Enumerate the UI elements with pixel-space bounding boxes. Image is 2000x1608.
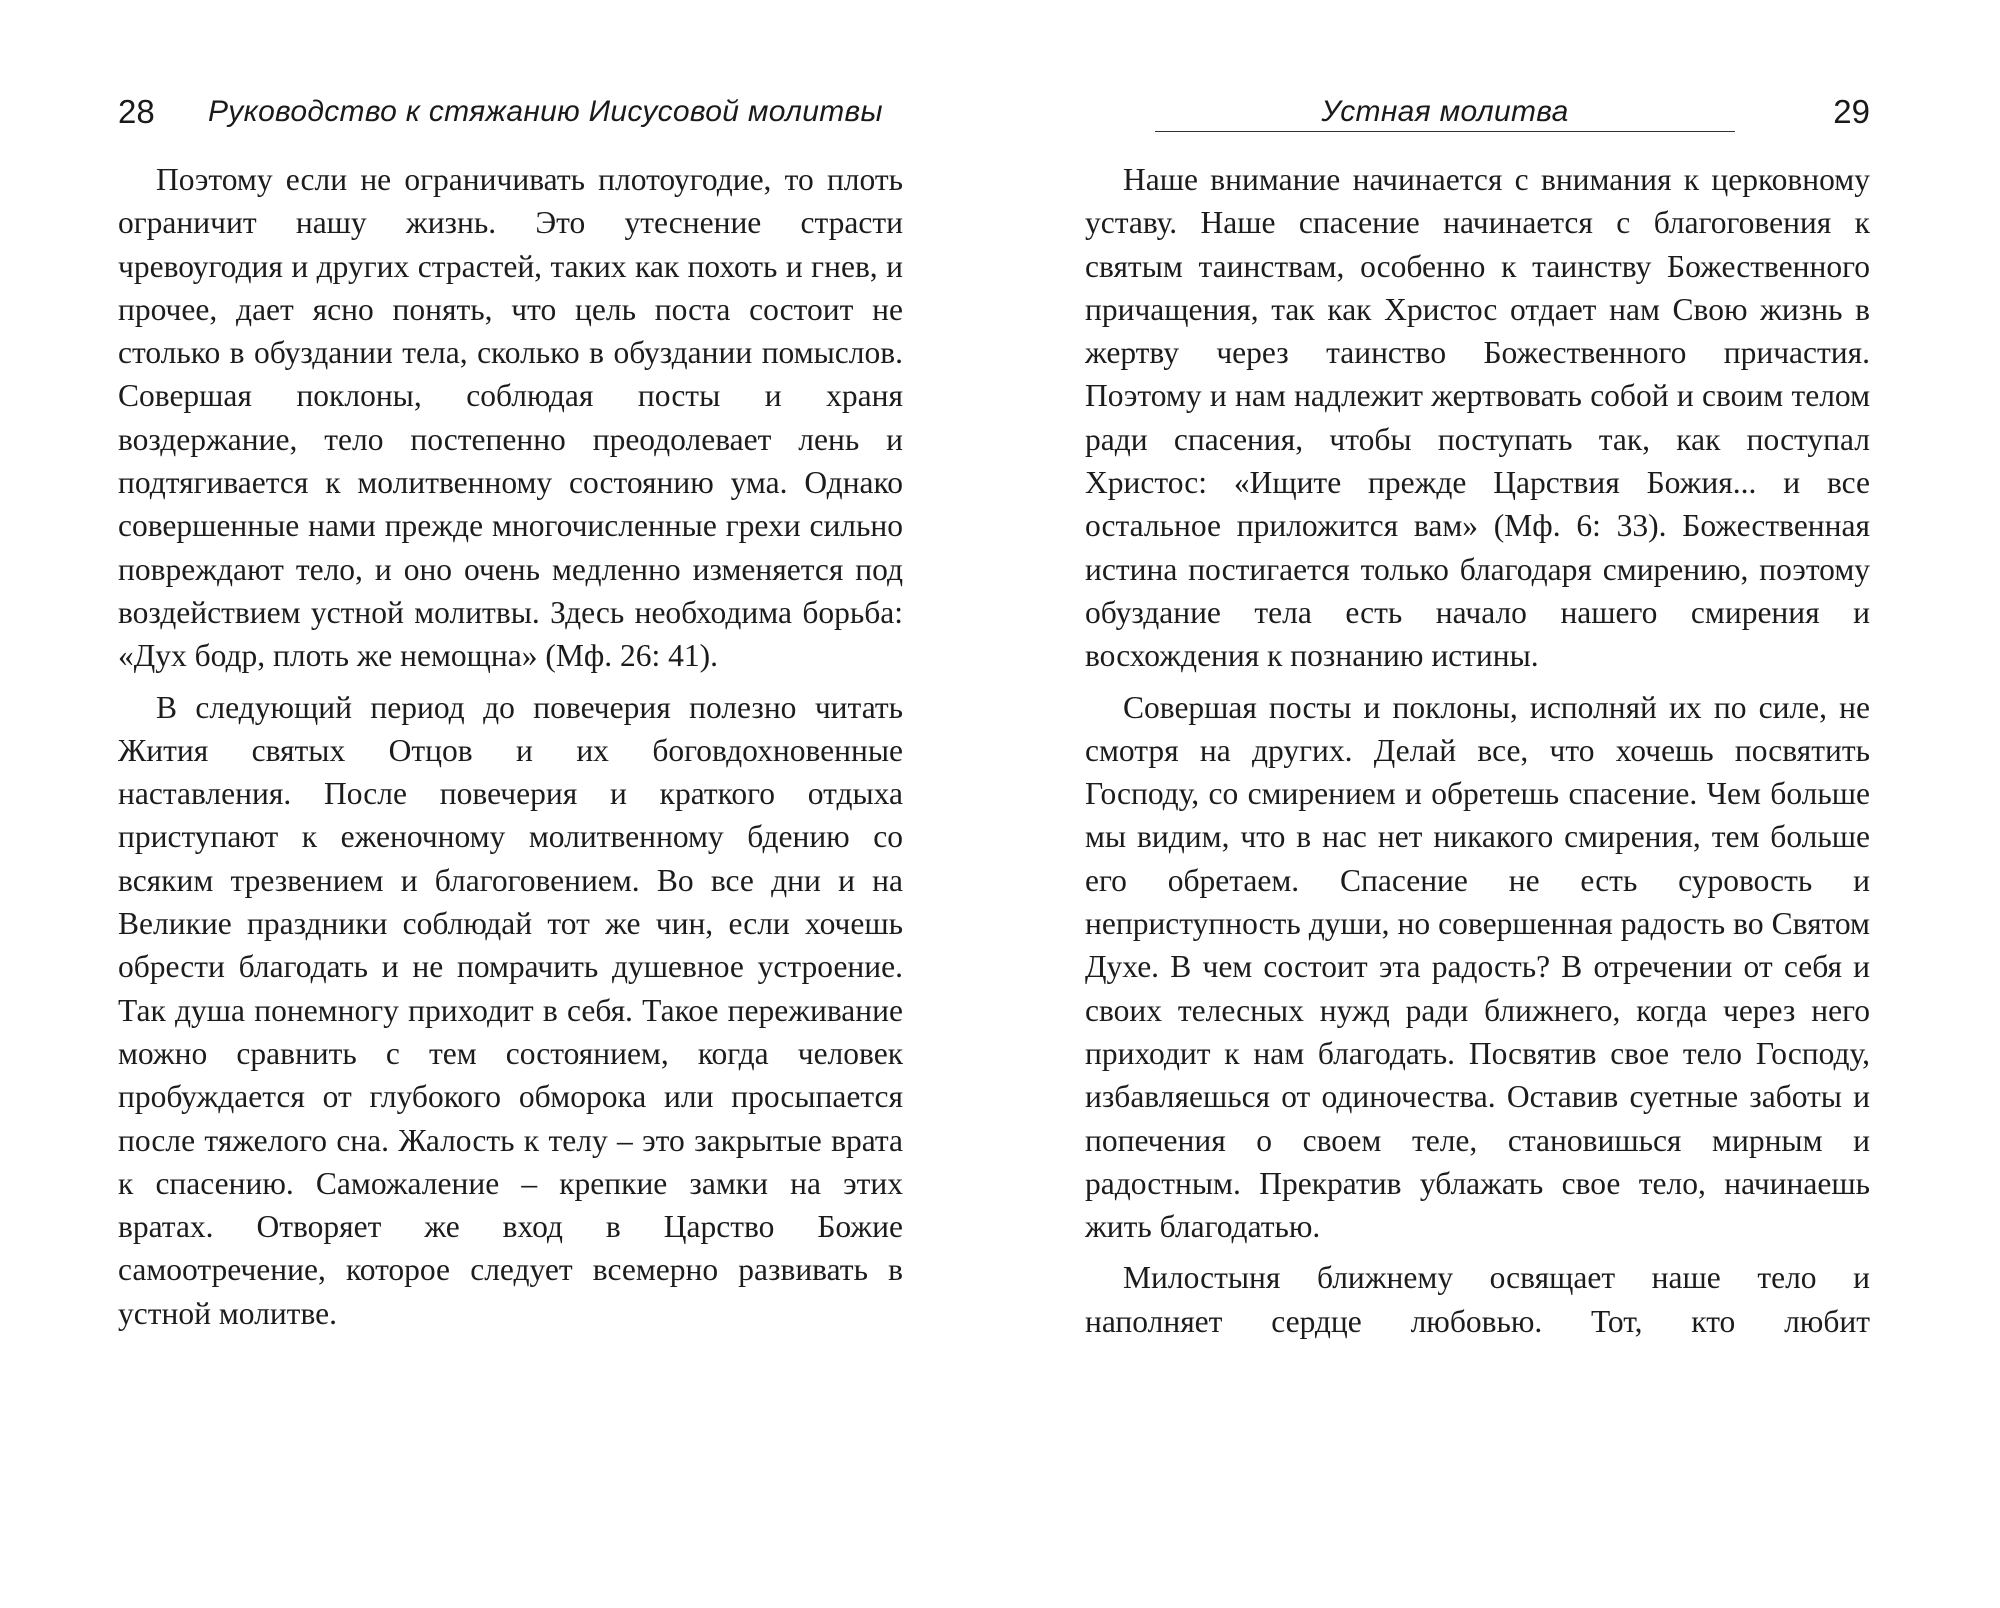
paragraph: В следующий период до повечерия полезно читать Жития святых Отцов и их боговдохновенные наставления. После повечерия и краткого отдыха приступают к еженочному молитвенному бдению со всяким трезвением и благоговением. Во все дни и на Великие праздники соблюдай тот же чин, если хочешь обрести благодать и не помрачить душевное устроение. Так душа понемногу приходит в себя. Такое переживание можно сравнить с тем состоянием, когда человек пробуждается от глубокого обморока или просыпается после тяжелого сна. Жалость к телу – это закрытые врата к спасению. Саможаление – крепкие замки на этих вратах. Отворяет же вход в Царство Божие самоотречение, которое следует всемерно развивать в устной молитве.	[118, 689, 903, 1331]
left-page	[118, 0, 903, 1608]
page-number: 28	[118, 93, 155, 130]
paragraph: Совершая посты и поклоны, исполняй их по силе, не смотря на других. Делай все, что хочешь посвятить Господу, со смирением и обретешь спасение. Чем больше мы видим, что в нас нет никакого смирения, тем больше его обретаем. Спасение не есть суровость и неприступность души, но совершенная радость во Святом Духе. В чем состоит эта радость? В отречении от себя и своих телесных нужд ради ближнего, когда через него приходит к нам благодать. Посвятив свое тело Господу, избавляешься от одиночества. Оставив суетные заботы и попечения о своем теле, становишься мирным и радостным. Прекратив ублажать свое тело, начинаешь жить благодатью.	[1085, 689, 1870, 1245]
left-page-header	[118, 88, 903, 136]
paragraph: Милостыня ближнему освящает наше тело и наполняет сердце любовью. Тот, кто любит	[1085, 1260, 1870, 1339]
left-page-body	[118, 158, 903, 1335]
paragraph: Поэтому если не ограничивать плотоугодие, то плоть ограничит нашу жизнь. Это утеснение страсти чревоугодия и других страстей, таких как похоть и гнев, и прочее, дает ясно понять, что цель поста состоит не столько в обуздании тела, сколько в обуздании помыслов. Совершая поклоны, соблюдая посты и храня воздержание, тело постепенно преодолевает лень и подтягивается к молитвенному состоянию ума. Однако совершенные нами прежде многочисленные грехи сильно повреждают тело, и оно очень медленно изменяется под воздействием устной молитвы. Здесь необходима борьба: «Дух бодр, плоть же немощна» (Мф. 26: 41).	[118, 162, 903, 674]
right-page-body	[1085, 158, 1870, 1343]
running-title: Устная молитва	[1321, 95, 1569, 128]
page-number: 29	[1833, 93, 1870, 130]
running-title: Руководство к стяжанию Иисусовой молитвы	[208, 95, 883, 128]
right-page-header	[1085, 88, 1870, 136]
header-rule	[1155, 131, 1735, 132]
right-page	[1085, 0, 1870, 1608]
paragraph: Наше внимание начинается с внимания к церковному уставу. Наше спасение начинается с благоговения к святым таинствам, особенно к таинству Божественного причащения, так как Христос отдает нам Свою жизнь в жертву через таинство Божественного причастия. Поэтому и нам надлежит жертвовать собой и своим телом ради спасения, чтобы поступать так, как поступал Христос: «Ищите прежде Царствия Божия... и все остальное приложится вам» (Мф. 6: 33). Божественная истина постигается только благодаря смирению, поэтому обуздание тела есть начало нашего смирения и восхождения к познанию истины.	[1085, 162, 1870, 674]
